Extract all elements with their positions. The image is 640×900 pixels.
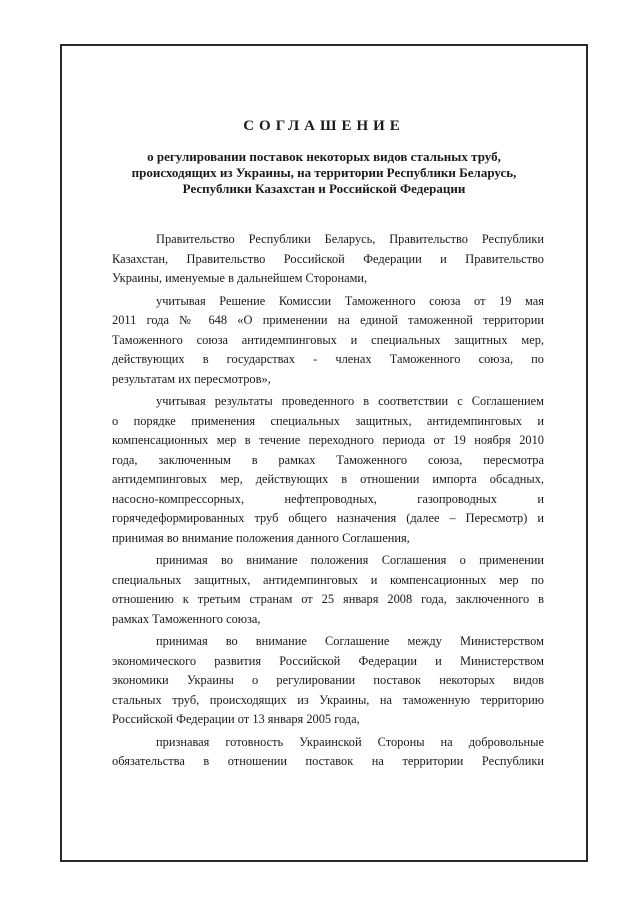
paragraph-line: 2011 года № 648 «О применении на единой таможенной территории <box>112 313 544 327</box>
paragraph-line: специальных защитных, антидемпинговых и компенсационных мер по <box>112 572 544 587</box>
paragraph-line: стальных труб, происходящих из Украины, на таможенную территорию <box>112 692 544 707</box>
paragraph-line: горячедеформированных труб общего назначения (далее – Пересмотр) и <box>112 511 544 525</box>
paragraph-line: результатам их пересмотров», <box>112 371 271 386</box>
paragraph-line: признавая готовность Украинской Стороны на добровольные <box>156 734 544 749</box>
paragraph-line: обязательства в отношении поставок на территории Республики <box>112 754 544 768</box>
body-paragraph <box>112 230 544 289</box>
paragraph-line: экономического развития Российской Федерации и Министерством <box>112 653 544 668</box>
document-body <box>112 230 544 775</box>
body-paragraph <box>112 733 544 772</box>
document-subtitle <box>82 149 566 197</box>
paragraph-line: Казахстан, Правительство Российской Федерации и Правительство <box>112 251 544 266</box>
paragraph-line: Российской Федерации от 13 января 2005 года, <box>112 712 360 726</box>
paragraph-line: учитывая Решение Комиссии Таможенного союза от 19 мая <box>156 293 544 308</box>
paragraph-line: антидемпинговых мер, действующих в отношении импорта обсадных, <box>112 472 544 486</box>
body-paragraph <box>112 551 544 629</box>
paragraph-line: рамках Таможенного союза, <box>112 611 261 626</box>
paragraph-line: года, заключенным в рамках Таможенного союза, пересмотра <box>112 452 544 467</box>
paragraph-line: насосно-компрессорных, нефтепроводных, газопроводных и <box>112 491 544 506</box>
paragraph-line: отношению к третьим странам от 25 января 2008 года, заключенного в <box>112 592 544 606</box>
paragraph-line: принимая во внимание Соглашение между Министерством <box>156 634 544 648</box>
body-paragraph <box>112 632 544 730</box>
paragraph-line: экономики Украины о регулировании поставок некоторых видов <box>112 673 544 687</box>
paragraph-line: принимая во внимание положения Соглашения о применении <box>156 553 544 567</box>
paragraph-line: о порядке применения специальных защитных, антидемпинговых и <box>112 413 544 428</box>
paragraph-line: учитывая результаты проведенного в соответствии с Соглашением <box>156 394 544 408</box>
paragraph-line: компенсационных мер в течение переходного периода от 19 ноября 2010 <box>112 433 544 447</box>
body-paragraph <box>112 392 544 548</box>
paragraph-line: Таможенного союза антидемпинговых и специальных защитных мер, <box>112 332 544 347</box>
subtitle-line: происходящих из Украины, на территории Республики Беларусь, <box>131 165 517 180</box>
paragraph-line: Украины, именуемые в дальнейшем Сторонами, <box>112 271 368 285</box>
subtitle-line: Республики Казахстан и Российской Федерации <box>182 181 466 196</box>
paragraph-line: Правительство Республики Беларусь, Правительство Республики <box>156 232 544 246</box>
body-paragraph <box>112 292 544 390</box>
document-title: СОГЛАШЕНИЕ <box>243 118 405 134</box>
subtitle-line: о регулировании поставок некоторых видов стальных труб, <box>147 149 501 164</box>
document-page <box>60 44 588 862</box>
paragraph-line: действующих в государствах - членах Таможенного союза, по <box>112 352 544 366</box>
paragraph-line: принимая во внимание положения данного Соглашения, <box>112 530 410 545</box>
